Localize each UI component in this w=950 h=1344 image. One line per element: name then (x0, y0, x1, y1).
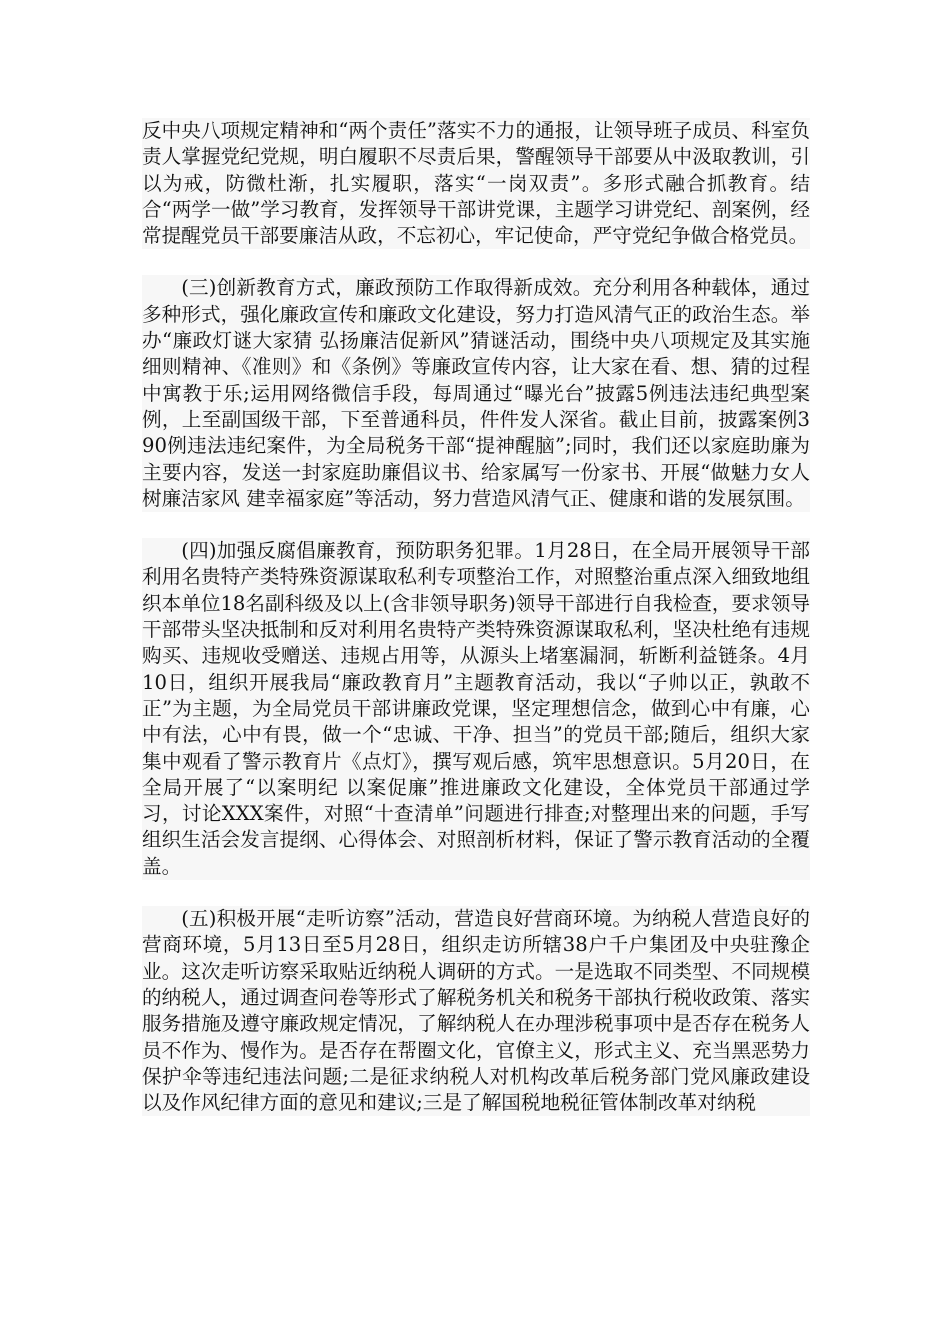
paragraph-section-3: (三)创新教育方式，廉政预防工作取得新成效。充分利用各种载体，通过多种形式，强化廉政宣传和廉政文化建设，努力打造风清气正的政治生态。举办“廉政灯谜大家猜 弘扬廉洁促新风”猜谜活动，围绕中央八项规定及其实施细则精神、《准则》和《条例》等廉政宣传内容，让大家在看、想、猜的过程中寓教于乐;运用网络微信手段，每周通过“曝光台”披露5例违法违纪典型案例，上至副国级干部，下至普通科员，件件发人深省。截止目前，披露案例390例违法违纪案件，为全局税务干部“提神醒脑”;同时，我们还以家庭助廉为主要内容，发送一封家庭助廉倡议书、给家属写一份家书、开展“做魅力女人树廉洁家风 建幸福家庭”等活动，努力营造风清气正、健康和谐的发展氛围。 (142, 275, 810, 512)
paragraph-gap (142, 880, 810, 906)
paragraph-gap (142, 249, 810, 275)
paragraph-gap (142, 512, 810, 538)
paragraph-continuation: 反中央八项规定精神和“两个责任”落实不力的通报，让领导班子成员、科室负责人掌握党纪党规，明白履职不尽责后果，警醒领导干部要从中汲取教训，引以为戒，防微杜渐，扎实履职，落实“一岗双责”。多形式融合抓教育。结合“两学一做”学习教育，发挥领导干部讲党课，主题学习讲党纪、剖案例，经常提醒党员干部要廉洁从政，不忘初心，牢记使命，严守党纪争做合格党员。 (142, 118, 810, 249)
document-body (142, 118, 810, 1116)
paragraph-section-4: (四)加强反腐倡廉教育，预防职务犯罪。1月28日，在全局开展领导干部利用名贵特产类特殊资源谋取私利专项整治工作，对照整治重点深入细致地组织本单位18名副科级及以上(含非领导职务)领导干部进行自我检查，要求领导干部带头坚决抵制和反对利用名贵特产类特殊资源谋取私利，坚决杜绝有违规购买、违规收受赠送、违规占用等，从源头上堵塞漏洞，斩断利益链条。4月10日，组织开展我局“廉政教育月”主题教育活动，我以“子帅以正，孰敢不正”为主题，为全局党员干部讲廉政党课，坚定理想信念，做到心中有廉，心中有法，心中有畏，做一个“忠诚、干净、担当”的党员干部;随后，组织大家集中观看了警示教育片《点灯》，撰写观后感，筑牢思想意识。5月20日，在全局开展了“以案明纪 以案促廉”推进廉政文化建设，全体党员干部通过学习，讨论XXX案件，对照“十查清单”问题进行排查;对整理出来的问题，手写组织生活会发言提纲、心得体会、对照剖析材料，保证了警示教育活动的全覆盖。 (142, 538, 810, 880)
paragraph-section-5: (五)积极开展“走听访察”活动，营造良好营商环境。为纳税人营造良好的营商环境，5月13日至5月28日，组织走访所辖38户千户集团及中央驻豫企业。这次走听访察采取贴近纳税人调研的方式。一是选取不同类型、不同规模的纳税人，通过调查问卷等形式了解税务机关和税务干部执行税收政策、落实服务措施及遵守廉政规定情况，了解纳税人在办理涉税事项中是否存在税务人员不作为、慢作为。是否存在帮圈文化，官僚主义，形式主义、充当黑恶势力保护伞等违纪违法问题;二是征求纳税人对机构改革后税务部门党风廉政建设以及作风纪律方面的意见和建议;三是了解国税地税征管体制改革对纳税 (142, 906, 810, 1116)
